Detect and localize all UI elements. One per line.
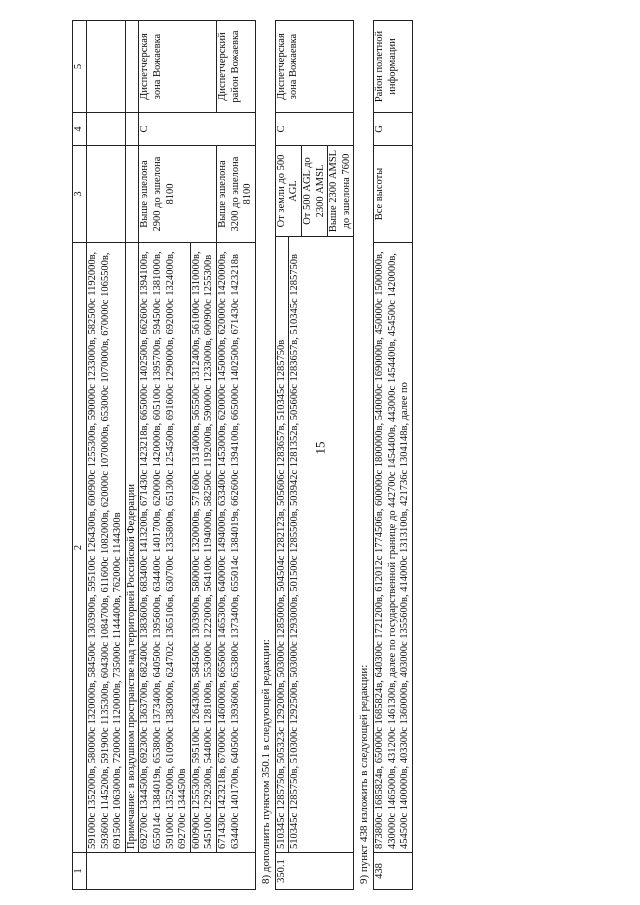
- col-header-2: 2: [73, 243, 87, 853]
- coords-cell: 873800с 1685824в, 650000с 1685824в, 640300с 1721200в, 612012с 1774506в, 600000с 1800000в, 540000с 1690000в, 450000с 1500000в, 430000с 1465000в, 431200с 1461300в, далее по государственной границе до 442700с 1454400в, 443000с 1454400в, 454500с 1420000в, 454500с 1400000в, 403300с 1360000в, 403000с 1355600в, 414000с 1313100в, 421736с 1304148в, далее по: [374, 243, 413, 853]
- table-header-row: [73, 21, 87, 890]
- table-row: [216, 21, 255, 890]
- item-number: 350.1: [275, 853, 354, 890]
- coords-cell: 591000с 1352000в, 580000с 1320000в, 584500с 1303900в, 595100с 1264300в, 600900с 1255300в, 590000с 1233000в, 582500с 1192000в, 593600с 1145200в, 591900с 1135300в, 604300с 1084700в, 611600с 1082000в, 620000с 1070000в, 653000с 1070000в, 670000с 1065500в, 691500с 1063000в, 720000с 1120000в, 735000с 1144400в, 762000с 1144300в: [87, 243, 126, 853]
- unit-cell: Диспетчерский район Вожаевка: [216, 21, 255, 113]
- rotated-page-content: [72, 20, 492, 890]
- coords-cell: 510345с 1285750в, 505323с 1292000в, 503000с 1285000в, 504504с 1282123в, 505606с 1283657в, 510345с 1285750в: [276, 237, 289, 852]
- table-row: [374, 21, 413, 890]
- page-number: 15: [312, 441, 327, 455]
- coords-cell: 692700с 1344500в, 692300с 1363700в, 682400с 1383600в, 683400с 1413200в, 671430с 1423218в, 665000с 1402500в, 662600с 1394100в, 655014с 1384019в, 653800с 1373400в, 640500с 1395600в, 634400с 1401700в, 620000с 1420000в, 605100с 1395700в, 594500с 1381000в, 591000с 1352000в, 610900с 1383000в, 624702с 1365106в, 630700с 1335800в, 651300с 1254500в, 691600с 1290000в, 692000с 1324000в, 692700с 1344500в: [139, 243, 190, 852]
- altitude-cell: Все высоты: [374, 146, 413, 243]
- table-row: [87, 21, 126, 890]
- unit-cell: Район полетной информации: [374, 21, 413, 113]
- altitude-cell: Выше 2300 AMSL до эшелона 7600: [328, 146, 354, 236]
- item-number: 438: [374, 853, 413, 890]
- airspace-table: [72, 20, 256, 890]
- unit-cell: Диспетчерская зона Вожаевка: [275, 21, 354, 113]
- class-cell: C: [275, 113, 354, 146]
- col-header-5: 5: [73, 21, 87, 113]
- note-row: [125, 21, 139, 890]
- col-header-3: 3: [73, 146, 87, 243]
- coords-cell: 510345с 1285750в, 510300с 1292500в, 503000с 1293000в, 501500с 1285500в, 503942с 1281352в, 505606с 1283657в, 510345с 1285750в: [289, 237, 302, 852]
- note-text: Примечание: в воздушном пространстве над территорией Российской Федерации: [125, 243, 139, 853]
- table-row: [139, 21, 217, 890]
- section-8-table: [275, 20, 355, 890]
- table-row: [275, 21, 354, 890]
- coords-cell: 600900с 1255300в, 595100с 1264300в, 584500с 1303900в, 580000с 1320000в, 571600с 1314000в, 565500с 1312400в, 561000с 1310000в, 545100с 1292300в, 544000с 1281000в, 553000с 1222000в, 564100с 1194000в, 582500с 1192000в, 590000с 1233000в, 600900с 1255300в: [190, 243, 216, 852]
- section-8-heading: 8) дополнить пунктом 350.1 в следующей редакции:: [259, 639, 272, 884]
- altitude-cell: От 500 AGL до 2300 AMSL: [301, 146, 327, 236]
- altitude-cell: От земли до 500 AGL: [276, 146, 302, 236]
- coords-cell: 671430с 1423218в, 670000с 1460000в, 665600с 1465300в, 640000с 1494000в, 633400с 1453000в, 620000с 1450000в, 620000с 1420000в, 634400с 1401700в, 640500с 1393600в, 653800с 1373400в, 655014с 1384019в, 662600с 1394100в, 665000с 1402500в, 671430с 1423218в: [216, 243, 255, 853]
- altitude-cell: Выше эшелона 3200 до эшелона 8100: [216, 146, 255, 243]
- unit-cell: Диспетчерская зона Вожаевка: [139, 21, 217, 113]
- col-header-1: 1: [73, 853, 87, 890]
- col-header-4: 4: [73, 113, 87, 146]
- section-9-table: [373, 20, 413, 890]
- class-cell: C: [139, 113, 255, 146]
- section-9-heading: 9) пункт 438 изложить в следующей редакции:: [358, 664, 371, 884]
- class-cell: G: [374, 113, 413, 146]
- altitude-cell: Выше эшелона 2900 до эшелона 8100: [139, 146, 217, 243]
